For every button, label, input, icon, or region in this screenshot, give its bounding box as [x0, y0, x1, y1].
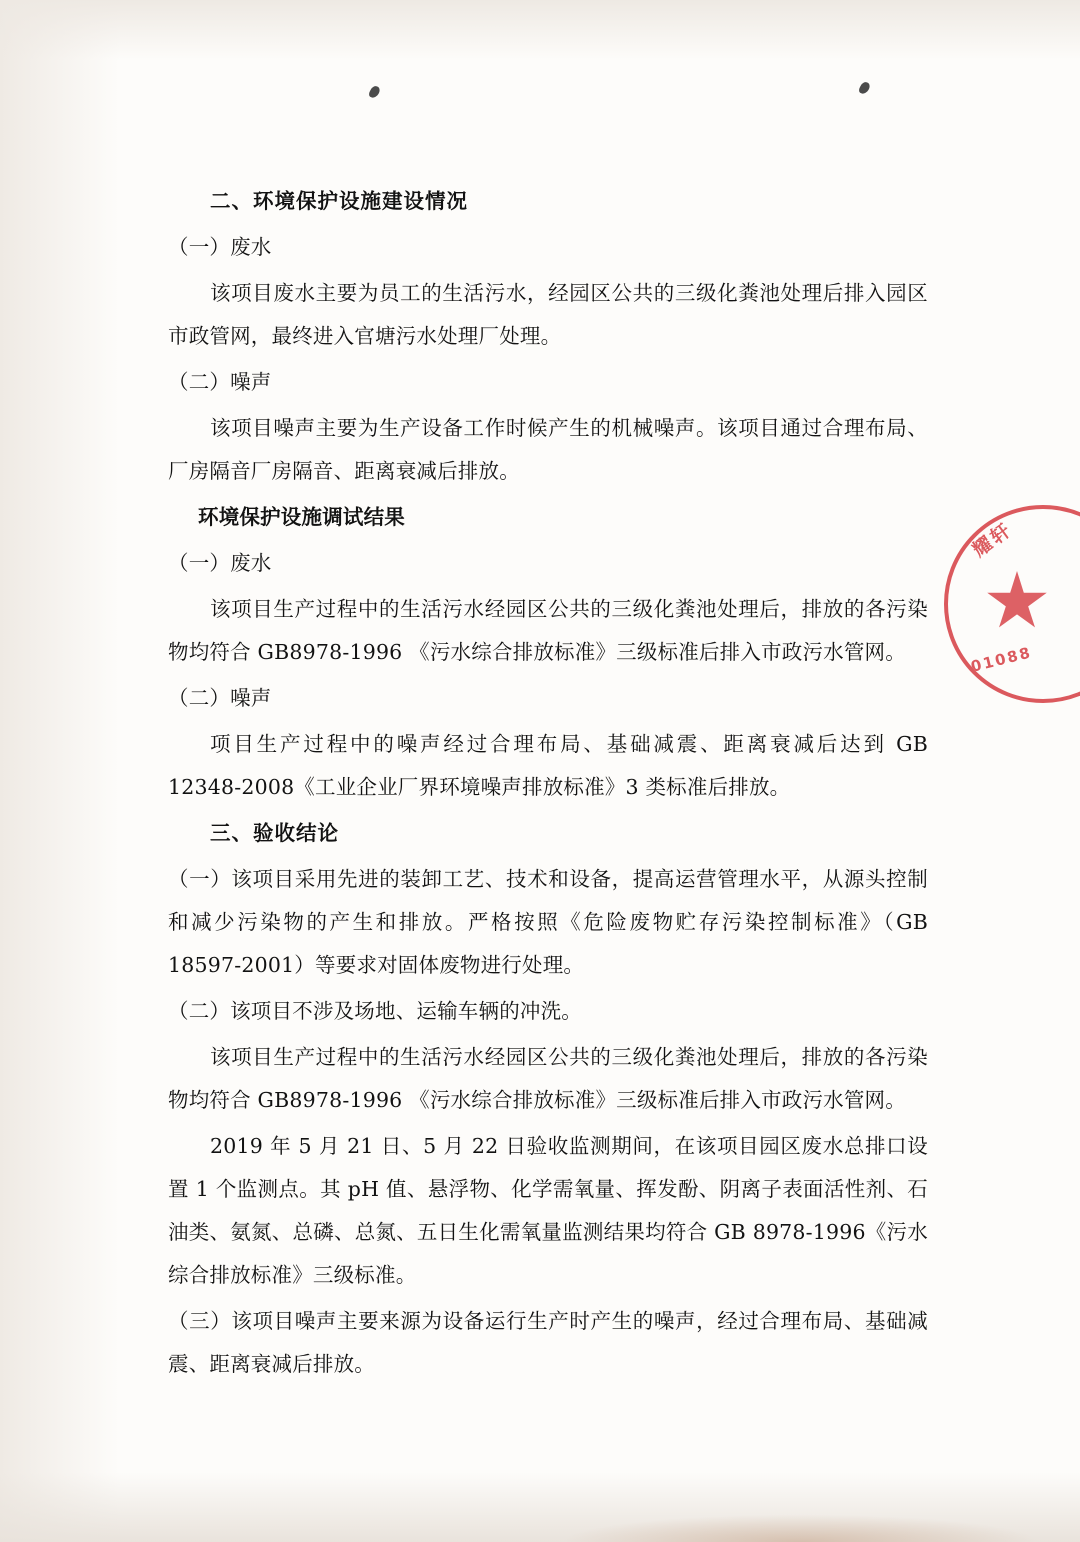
ink-mark-icon [857, 81, 872, 94]
paragraph: 该项目废水主要为员工的生活污水，经园区公共的三级化粪池处理后排入园区市政管网，最终进入官塘污水处理厂处理。 [168, 281, 928, 348]
section-subtitle: 环境保护设施调试结果 [198, 505, 405, 529]
paragraph: 该项目生产过程中的生活污水经园区公共的三级化粪池处理后，排放的各污染物均符合 GB8978-1996 《污水综合排放标准》三级标准后排入市政污水管网。 [168, 597, 928, 664]
seal-top-text: 耀轩 [968, 517, 1018, 562]
seal-arc-decoration [944, 545, 967, 665]
star-icon [986, 571, 1048, 633]
paragraph: （三）该项目噪声主要来源为设备运行生产时产生的噪声，经过合理布局、基础减震、距离衰减后排放。 [168, 1309, 928, 1376]
paragraph: 项目生产过程中的噪声经过合理布局、基础减震、距离衰减后达到 GB 12348-2008《工业企业厂界环境噪声排放标准》3 类标准后排放。 [168, 732, 928, 799]
paragraph: （二）该项目不涉及场地、运输车辆的冲洗。 [168, 999, 582, 1023]
subsection-label: （二）噪声 [168, 370, 272, 394]
document-body [168, 180, 928, 1389]
paragraph: 2019 年 5 月 21 日、5 月 22 日验收监测期间，在该项目园区废水总排口设置 1 个监测点。其 pH 值、悬浮物、化学需氧量、挥发酚、阴离子表面活性剂、石油类、氨氮、总磷、总氮、五日生化需氧量监测结果均符合 GB 8978-1996《污水综合排放标准》三级标准。 [168, 1134, 928, 1287]
ink-mark-icon [367, 85, 382, 98]
paragraph: （一）该项目采用先进的装卸工艺、技术和设备，提高运营管理水平，从源头控制和减少污染物的产生和排放。严格按照《危险废物贮存污染控制标准》（GB 18597-2001）等要求对固体废物进行处理。 [168, 867, 928, 977]
subsection-label: （二）噪声 [168, 686, 272, 710]
section-heading: 三、验收结论 [210, 821, 339, 845]
section-heading: 二、环境保护设施建设情况 [210, 189, 468, 213]
scan-shadow-left [0, 0, 120, 1542]
scan-shadow-top [0, 0, 1080, 60]
official-seal-stamp [944, 505, 1080, 703]
paragraph: 该项目噪声主要为生产设备工作时候产生的机械噪声。该项目通过合理布局、厂房隔音厂房隔音、距离衰减后排放。 [168, 416, 928, 483]
scan-shadow-bottom [0, 1472, 1080, 1542]
scan-stain [560, 1514, 1040, 1542]
subsection-label: （一）废水 [168, 551, 272, 575]
seal-bottom-text: 001088 [956, 643, 1034, 679]
paragraph: 该项目生产过程中的生活污水经园区公共的三级化粪池处理后，排放的各污染物均符合 GB8978-1996 《污水综合排放标准》三级标准后排入市政污水管网。 [168, 1045, 928, 1112]
subsection-label: （一）废水 [168, 235, 272, 259]
